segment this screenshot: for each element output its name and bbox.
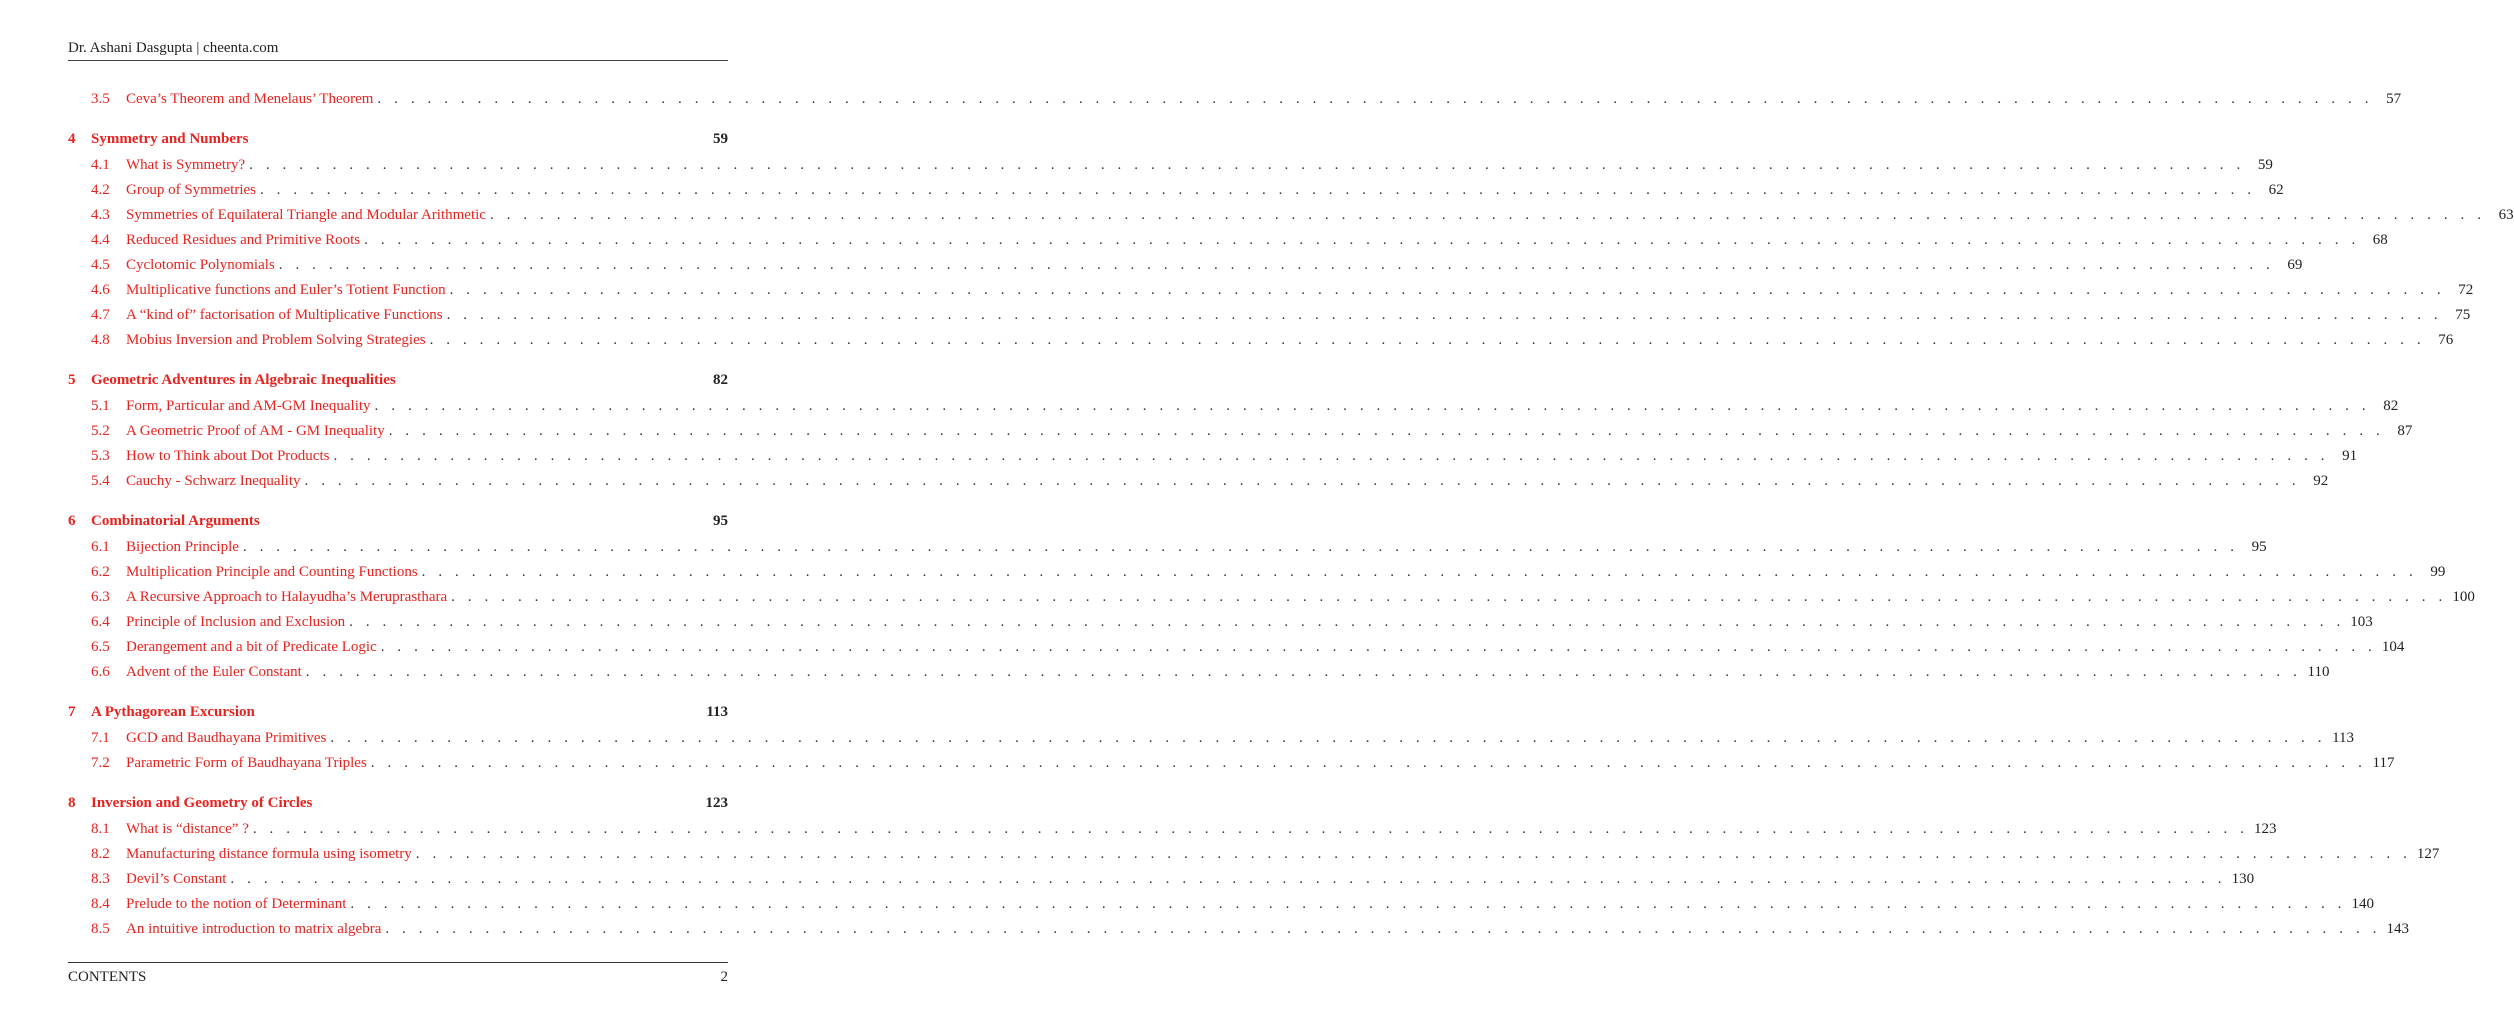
footer-section-label: CONTENTS: [68, 969, 147, 985]
entry-page-number: 59: [713, 131, 728, 147]
toc-section-entry[interactable]: [68, 204, 2514, 229]
entry-number: 7: [68, 704, 76, 720]
entry-title-link[interactable]: Symmetry and Numbers: [91, 131, 249, 147]
entry-title-link[interactable]: Multiplication Principle and Counting Functions: [126, 564, 418, 580]
entry-number: 8.2: [91, 846, 110, 862]
entry-page-number: 95: [2251, 539, 2267, 555]
toc-section-entry[interactable]: [68, 818, 2277, 843]
toc-chapter-entry[interactable]: [68, 792, 728, 818]
entry-title-link[interactable]: Derangement and a bit of Predicate Logic: [126, 639, 377, 655]
toc-section-entry[interactable]: [68, 868, 2255, 893]
leader-dots: . . . . . . . . . . . . . . . . . . . . . . . . . . . . . . . . . . . . . . . . . . . . . . . . . . . . . . . . . . . . . . . . . . . . . . . . . . . . . . . . . . . . . . . . . . . . . . . . . . . . . . . . . . . . . . . . . . . . . . . .: [259, 182, 2256, 198]
toc-section-entry[interactable]: [68, 918, 2410, 943]
entry-number: 5.4: [91, 473, 110, 489]
entry-title-link[interactable]: What is “distance” ?: [126, 821, 249, 837]
leader-dots: . . . . . . . . . . . . . . . . . . . . . . . . . . . . . . . . . . . . . . . . . . . . . . . . . . . . . . . . . . . . . . . . . . . . . . . . . . . . . . . . . . . . . . . . . . . . . . . . . . . . . . . . . . . . . . . . . . . . . . . .: [421, 564, 2418, 580]
header-text: Dr. Ashani Dasgupta | cheenta.com: [68, 40, 279, 56]
toc-section-entry[interactable]: [68, 88, 2402, 113]
entry-title-link[interactable]: A “kind of” factorisation of Multiplicative Functions: [126, 307, 443, 323]
leader-dots: . . . . . . . . . . . . . . . . . . . . . . . . . . . . . . . . . . . . . . . . . . . . . . . . . . . . . . . . . . . . . . . . . . . . . . . . . . . . . . . . . . . . . . . . . . . . . . . . . . . . . . . . . . . . . . . . . . . . . . . .: [449, 282, 2446, 298]
entry-number: 6.3: [91, 589, 110, 605]
leader-dots: . . . . . . . . . . . . . . . . . . . . . . . . . . . . . . . . . . . . . . . . . . . . . . . . . . . . . . . . . . . . . . . . . . . . . . . . . . . . . . . . . . . . . . . . . . . . . . . . . . . . . . . . . . . . . . . . . . . . . . . .: [374, 398, 2371, 414]
entry-title-link[interactable]: Ceva’s Theorem and Menelaus’ Theorem: [126, 91, 374, 107]
entry-page-number: 117: [2372, 755, 2395, 771]
leader-dots: . . . . . . . . . . . . . . . . . . . . . . . . . . . . . . . . . . . . . . . . . . . . . . . . . . . . . . . . . . . . . . . . . . . . . . . . . . . . . . . . . . . . . . . . . . . . . . . . . . . . . . . . . . . . . . . . . . . . . . . .: [242, 539, 2239, 555]
entry-page-number: 130: [2231, 871, 2255, 887]
entry-number: 6.1: [91, 539, 110, 555]
entry-number: 4.3: [91, 207, 110, 223]
toc-chapter-entry[interactable]: [68, 510, 728, 536]
leader-dots: . . . . . . . . . . . . . . . . . . . . . . . . . . . . . . . . . . . . . . . . . . . . . . . . . . . . . . . . . . . . . . . . . . . . . . . . . . . . . . . . . . . . . . . . . . . . . . . . . . . . . . . . . . . . . . . . . . . . . . . .: [364, 232, 2360, 248]
leader-dots: . . . . . . . . . . . . . . . . . . . . . . . . . . . . . . . . . . . . . . . . . . . . . . . . . . . . . . . . . . . . . . . . . . . . . . . . . . . . . . . . . . . . . . . . . . . . . . . . . . . . . . . . . . . . . . . . . . . . . . . .: [305, 664, 2302, 680]
leader-dots: . . . . . . . . . . . . . . . . . . . . . . . . . . . . . . . . . . . . . . . . . . . . . . . . . . . . . . . . . . . . . . . . . . . . . . . . . . . . . . . . . . . . . . . . . . . . . . . . . . . . . . . . . . . . . . . . . . . . . . . .: [333, 448, 2330, 464]
entry-number: 8.3: [91, 871, 110, 887]
entry-page-number: 113: [706, 704, 728, 720]
leader-dots: . . . . . . . . . . . . . . . . . . . . . . . . . . . . . . . . . . . . . . . . . . . . . . . . . . . . . . . . . . . . . . . . . . . . . . . . . . . . . . . . . . . . . . . . . . . . . . . . . . . . . . . . . . . . . . . . . . . . . . . .: [377, 91, 2374, 107]
entry-page-number: 75: [2455, 307, 2471, 323]
entry-number: 6: [68, 513, 76, 529]
entry-title-link[interactable]: Devil’s Constant: [126, 871, 227, 887]
toc-section-entry[interactable]: [68, 470, 2329, 495]
toc-section-entry[interactable]: [68, 586, 2475, 611]
toc-section-entry[interactable]: [68, 420, 2413, 445]
footer-page-number: 2: [720, 969, 728, 985]
entry-number: 6.4: [91, 614, 110, 630]
toc-chapter-entry[interactable]: [68, 369, 728, 395]
entry-title-link[interactable]: An intuitive introduction to matrix algebra: [126, 921, 382, 937]
entry-number: 4: [68, 131, 76, 147]
entry-page-number: 91: [2342, 448, 2358, 464]
entry-page-number: 76: [2438, 332, 2454, 348]
entry-page-number: 57: [2386, 91, 2402, 107]
toc-section-entry[interactable]: [68, 536, 2267, 561]
entry-number: 4.6: [91, 282, 110, 298]
leader-dots: . . . . . . . . . . . . . . . . . . . . . . . . . . . . . . . . . . . . . . . . . . . . . . . . . . . . . . . . . . . . . . . . . . . . . . . . . . . . . . . . . . . . . . . . . . . . . . . . . . . . . . . . . . . . . . . . . . . . . . . .: [388, 423, 2385, 439]
leader-dots: . . . . . . . . . . . . . . . . . . . . . . . . . . . . . . . . . . . . . . . . . . . . . . . . . . . . . . . . . . . . . . . . . . . . . . . . . . . . . . . . . . . . . . . . . . . . . . . . . . . . . . . . . . . . . . . . . . . . . . . .: [415, 846, 2412, 862]
entry-number: 6.5: [91, 639, 110, 655]
entry-title-link[interactable]: Manufacturing distance formula using isometry: [126, 846, 412, 862]
entry-title-link[interactable]: Form, Particular and AM-GM Inequality: [126, 398, 371, 414]
entry-page-number: 127: [2416, 846, 2440, 862]
entry-number: 4.7: [91, 307, 110, 323]
entry-number: 8: [68, 795, 76, 811]
leader-dots: . . . . . . . . . . . . . . . . . . . . . . . . . . . . . . . . . . . . . . . . . . . . . . . . . . . . . . . . . . . . . . . . . . . . . . . . . . . . . . . . . . . . . . . . . . . . . . . . . . . . . . . . . . . . . . . . . . . . . . . .: [350, 896, 2347, 912]
entry-page-number: 113: [2332, 730, 2355, 746]
toc-section-entry[interactable]: [68, 661, 2330, 686]
leader-dots: . . . . . . . . . . . . . . . . . . . . . . . . . . . . . . . . . . . . . . . . . . . . . . . . . . . . . . . . . . . . . . . . . . . . . . . . . . . . . . . . . . . . . . . . . . . . . . . . . . . . . . . . . . . . . . . . . . . . . . . .: [252, 821, 2249, 837]
toc-section-entry[interactable]: [68, 179, 2284, 204]
toc-section-entry[interactable]: [68, 279, 2474, 304]
toc-chapter-entry[interactable]: [68, 128, 728, 154]
entry-title-link[interactable]: Parametric Form of Baudhayana Triples: [126, 755, 367, 771]
entry-number: 4.2: [91, 182, 110, 198]
entry-number: 5.1: [91, 398, 110, 414]
leader-dots: . . . . . . . . . . . . . . . . . . . . . . . . . . . . . . . . . . . . . . . . . . . . . . . . . . . . . . . . . . . . . . . . . . . . . . . . . . . . . . . . . . . . . . . . . . . . . . . . . . . . . . . . . . . . . . . . . . . . . . . .: [249, 157, 2245, 173]
entry-number: 5.2: [91, 423, 110, 439]
entry-page-number: 62: [2268, 182, 2284, 198]
toc-section-entry[interactable]: [68, 843, 2440, 868]
entry-number: 3.5: [91, 91, 110, 107]
entry-title-link[interactable]: Advent of the Euler Constant: [126, 664, 302, 680]
running-footer: [68, 962, 728, 987]
entry-number: 6.2: [91, 564, 110, 580]
entry-number: 8.5: [91, 921, 110, 937]
entry-page-number: 82: [2383, 398, 2399, 414]
entry-title-link[interactable]: A Geometric Proof of AM - GM Inequality: [126, 423, 385, 439]
toc-section-entry[interactable]: [68, 254, 2303, 279]
entry-page-number: 68: [2372, 232, 2388, 248]
toc-chapter-entry[interactable]: [68, 701, 728, 727]
entry-page-number: 140: [2351, 896, 2375, 912]
toc-section-entry[interactable]: [68, 395, 2399, 420]
entry-number: 8.4: [91, 896, 110, 912]
table-of-contents: [68, 88, 2514, 943]
entry-title-link[interactable]: What is Symmetry?: [126, 157, 246, 173]
entry-title-link[interactable]: Multiplicative functions and Euler’s Totient Function: [126, 282, 446, 298]
leader-dots: . . . . . . . . . . . . . . . . . . . . . . . . . . . . . . . . . . . . . . . . . . . . . . . . . . . . . . . . . . . . . . . . . . . . . . . . . . . . . . . . . . . . . . . . . . . . . . . . . . . . . . . . . . . . . . . . . . . . . . . .: [370, 755, 2367, 771]
entry-title-link[interactable]: Combinatorial Arguments: [91, 513, 260, 529]
leader-dots: . . . . . . . . . . . . . . . . . . . . . . . . . . . . . . . . . . . . . . . . . . . . . . . . . . . . . . . . . . . . . . . . . . . . . . . . . . . . . . . . . . . . . . . . . . . . . . . . . . . . . . . . . . . . . . . . . . . . . . . .: [230, 871, 2227, 887]
entry-number: 7.1: [91, 730, 110, 746]
entry-page-number: 82: [713, 372, 728, 388]
entry-page-number: 123: [705, 795, 728, 811]
toc-section-entry[interactable]: [68, 727, 2355, 752]
entry-number: 4.8: [91, 332, 110, 348]
entry-number: 8.1: [91, 821, 110, 837]
entry-title-link[interactable]: Inversion and Geometry of Circles: [91, 795, 313, 811]
entry-page-number: 92: [2313, 473, 2329, 489]
toc-section-entry[interactable]: [68, 752, 2395, 777]
toc-section-entry[interactable]: [68, 611, 2373, 636]
entry-title-link[interactable]: Bijection Principle: [126, 539, 239, 555]
entry-number: 4.1: [91, 157, 110, 173]
toc-section-entry[interactable]: [68, 893, 2375, 918]
entry-number: 4.4: [91, 232, 110, 248]
leader-dots: . . . . . . . . . . . . . . . . . . . . . . . . . . . . . . . . . . . . . . . . . . . . . . . . . . . . . . . . . . . . . . . . . . . . . . . . . . . . . . . . . . . . . . . . . . . . . . . . . . . . . . . . . . . . . . . . . . . . . . . .: [429, 332, 2426, 348]
entry-title-link[interactable]: Reduced Residues and Primitive Roots: [126, 232, 361, 248]
running-header: [68, 40, 728, 61]
leader-dots: . . . . . . . . . . . . . . . . . . . . . . . . . . . . . . . . . . . . . . . . . . . . . . . . . . . . . . . . . . . . . . . . . . . . . . . . . . . . . . . . . . . . . . . . . . . . . . . . . . . . . . . . . . . . . . . . . . . . . . . .: [349, 614, 2345, 630]
entry-number: 6.6: [91, 664, 110, 680]
leader-dots: . . . . . . . . . . . . . . . . . . . . . . . . . . . . . . . . . . . . . . . . . . . . . . . . . . . . . . . . . . . . . . . . . . . . . . . . . . . . . . . . . . . . . . . . . . . . . . . . . . . . . . . . . . . . . . . . . . . . . . . .: [330, 730, 2327, 746]
leader-dots: . . . . . . . . . . . . . . . . . . . . . . . . . . . . . . . . . . . . . . . . . . . . . . . . . . . . . . . . . . . . . . . . . . . . . . . . . . . . . . . . . . . . . . . . . . . . . . . . . . . . . . . . . . . . . . . . . . . . . . . .: [489, 207, 2486, 223]
entry-page-number: 104: [2381, 639, 2405, 655]
entry-page-number: 72: [2458, 282, 2474, 298]
entry-page-number: 103: [2350, 614, 2373, 630]
entry-page-number: 143: [2386, 921, 2410, 937]
leader-dots: . . . . . . . . . . . . . . . . . . . . . . . . . . . . . . . . . . . . . . . . . . . . . . . . . . . . . . . . . . . . . . . . . . . . . . . . . . . . . . . . . . . . . . . . . . . . . . . . . . . . . . . . . . . . . . . . . . . . . . . .: [451, 589, 2447, 605]
toc-section-entry[interactable]: [68, 561, 2446, 586]
toc-section-entry[interactable]: [68, 229, 2388, 254]
toc-section-entry[interactable]: [68, 304, 2471, 329]
entry-title-link[interactable]: A Recursive Approach to Halayudha’s Meruprasthara: [126, 589, 448, 605]
leader-dots: . . . . . . . . . . . . . . . . . . . . . . . . . . . . . . . . . . . . . . . . . . . . . . . . . . . . . . . . . . . . . . . . . . . . . . . . . . . . . . . . . . . . . . . . . . . . . . . . . . . . . . . . . . . . . . . . . . . . . . . .: [304, 473, 2301, 489]
entry-page-number: 100: [2452, 589, 2475, 605]
toc-section-entry[interactable]: [68, 636, 2405, 661]
entry-number: 4.5: [91, 257, 110, 273]
entry-number: 7.2: [91, 755, 110, 771]
leader-dots: . . . . . . . . . . . . . . . . . . . . . . . . . . . . . . . . . . . . . . . . . . . . . . . . . . . . . . . . . . . . . . . . . . . . . . . . . . . . . . . . . . . . . . . . . . . . . . . . . . . . . . . . . . . . . . . . . . . . . . . .: [446, 307, 2443, 323]
toc-section-entry[interactable]: [68, 329, 2454, 354]
entry-title-link[interactable]: Geometric Adventures in Algebraic Inequalities: [91, 372, 396, 388]
entry-page-number: 110: [2307, 664, 2330, 680]
entry-title-link[interactable]: Cauchy - Schwarz Inequality: [126, 473, 301, 489]
entry-title-link[interactable]: How to Think about Dot Products: [126, 448, 330, 464]
entry-title-link[interactable]: Principle of Inclusion and Exclusion: [126, 614, 346, 630]
entry-title-link[interactable]: Prelude to the notion of Determinant: [126, 896, 347, 912]
leader-dots: . . . . . . . . . . . . . . . . . . . . . . . . . . . . . . . . . . . . . . . . . . . . . . . . . . . . . . . . . . . . . . . . . . . . . . . . . . . . . . . . . . . . . . . . . . . . . . . . . . . . . . . . . . . . . . . . . . . . . . . .: [380, 639, 2377, 655]
toc-section-entry[interactable]: [68, 154, 2273, 179]
entry-title-link[interactable]: Cyclotomic Polynomials: [126, 257, 275, 273]
entry-page-number: 87: [2397, 423, 2413, 439]
entry-title-link[interactable]: Mobius Inversion and Problem Solving Strategies: [126, 332, 426, 348]
entry-title-link[interactable]: A Pythagorean Excursion: [91, 704, 255, 720]
leader-dots: . . . . . . . . . . . . . . . . . . . . . . . . . . . . . . . . . . . . . . . . . . . . . . . . . . . . . . . . . . . . . . . . . . . . . . . . . . . . . . . . . . . . . . . . . . . . . . . . . . . . . . . . . . . . . . . . . . . . . . . .: [385, 921, 2382, 937]
entry-page-number: 63: [2498, 207, 2514, 223]
entry-number: 5.3: [91, 448, 110, 464]
entry-page-number: 123: [2254, 821, 2277, 837]
entry-number: 5: [68, 372, 76, 388]
entry-title-link[interactable]: Group of Symmetries: [126, 182, 256, 198]
entry-page-number: 69: [2287, 257, 2303, 273]
toc-section-entry[interactable]: [68, 445, 2358, 470]
entry-page-number: 59: [2257, 157, 2273, 173]
entry-title-link[interactable]: GCD and Baudhayana Primitives: [126, 730, 327, 746]
leader-dots: . . . . . . . . . . . . . . . . . . . . . . . . . . . . . . . . . . . . . . . . . . . . . . . . . . . . . . . . . . . . . . . . . . . . . . . . . . . . . . . . . . . . . . . . . . . . . . . . . . . . . . . . . . . . . . . . . . . . . . . .: [278, 257, 2275, 273]
entry-page-number: 99: [2430, 564, 2446, 580]
entry-page-number: 95: [713, 513, 728, 529]
entry-title-link[interactable]: Symmetries of Equilateral Triangle and Modular Arithmetic: [126, 207, 486, 223]
